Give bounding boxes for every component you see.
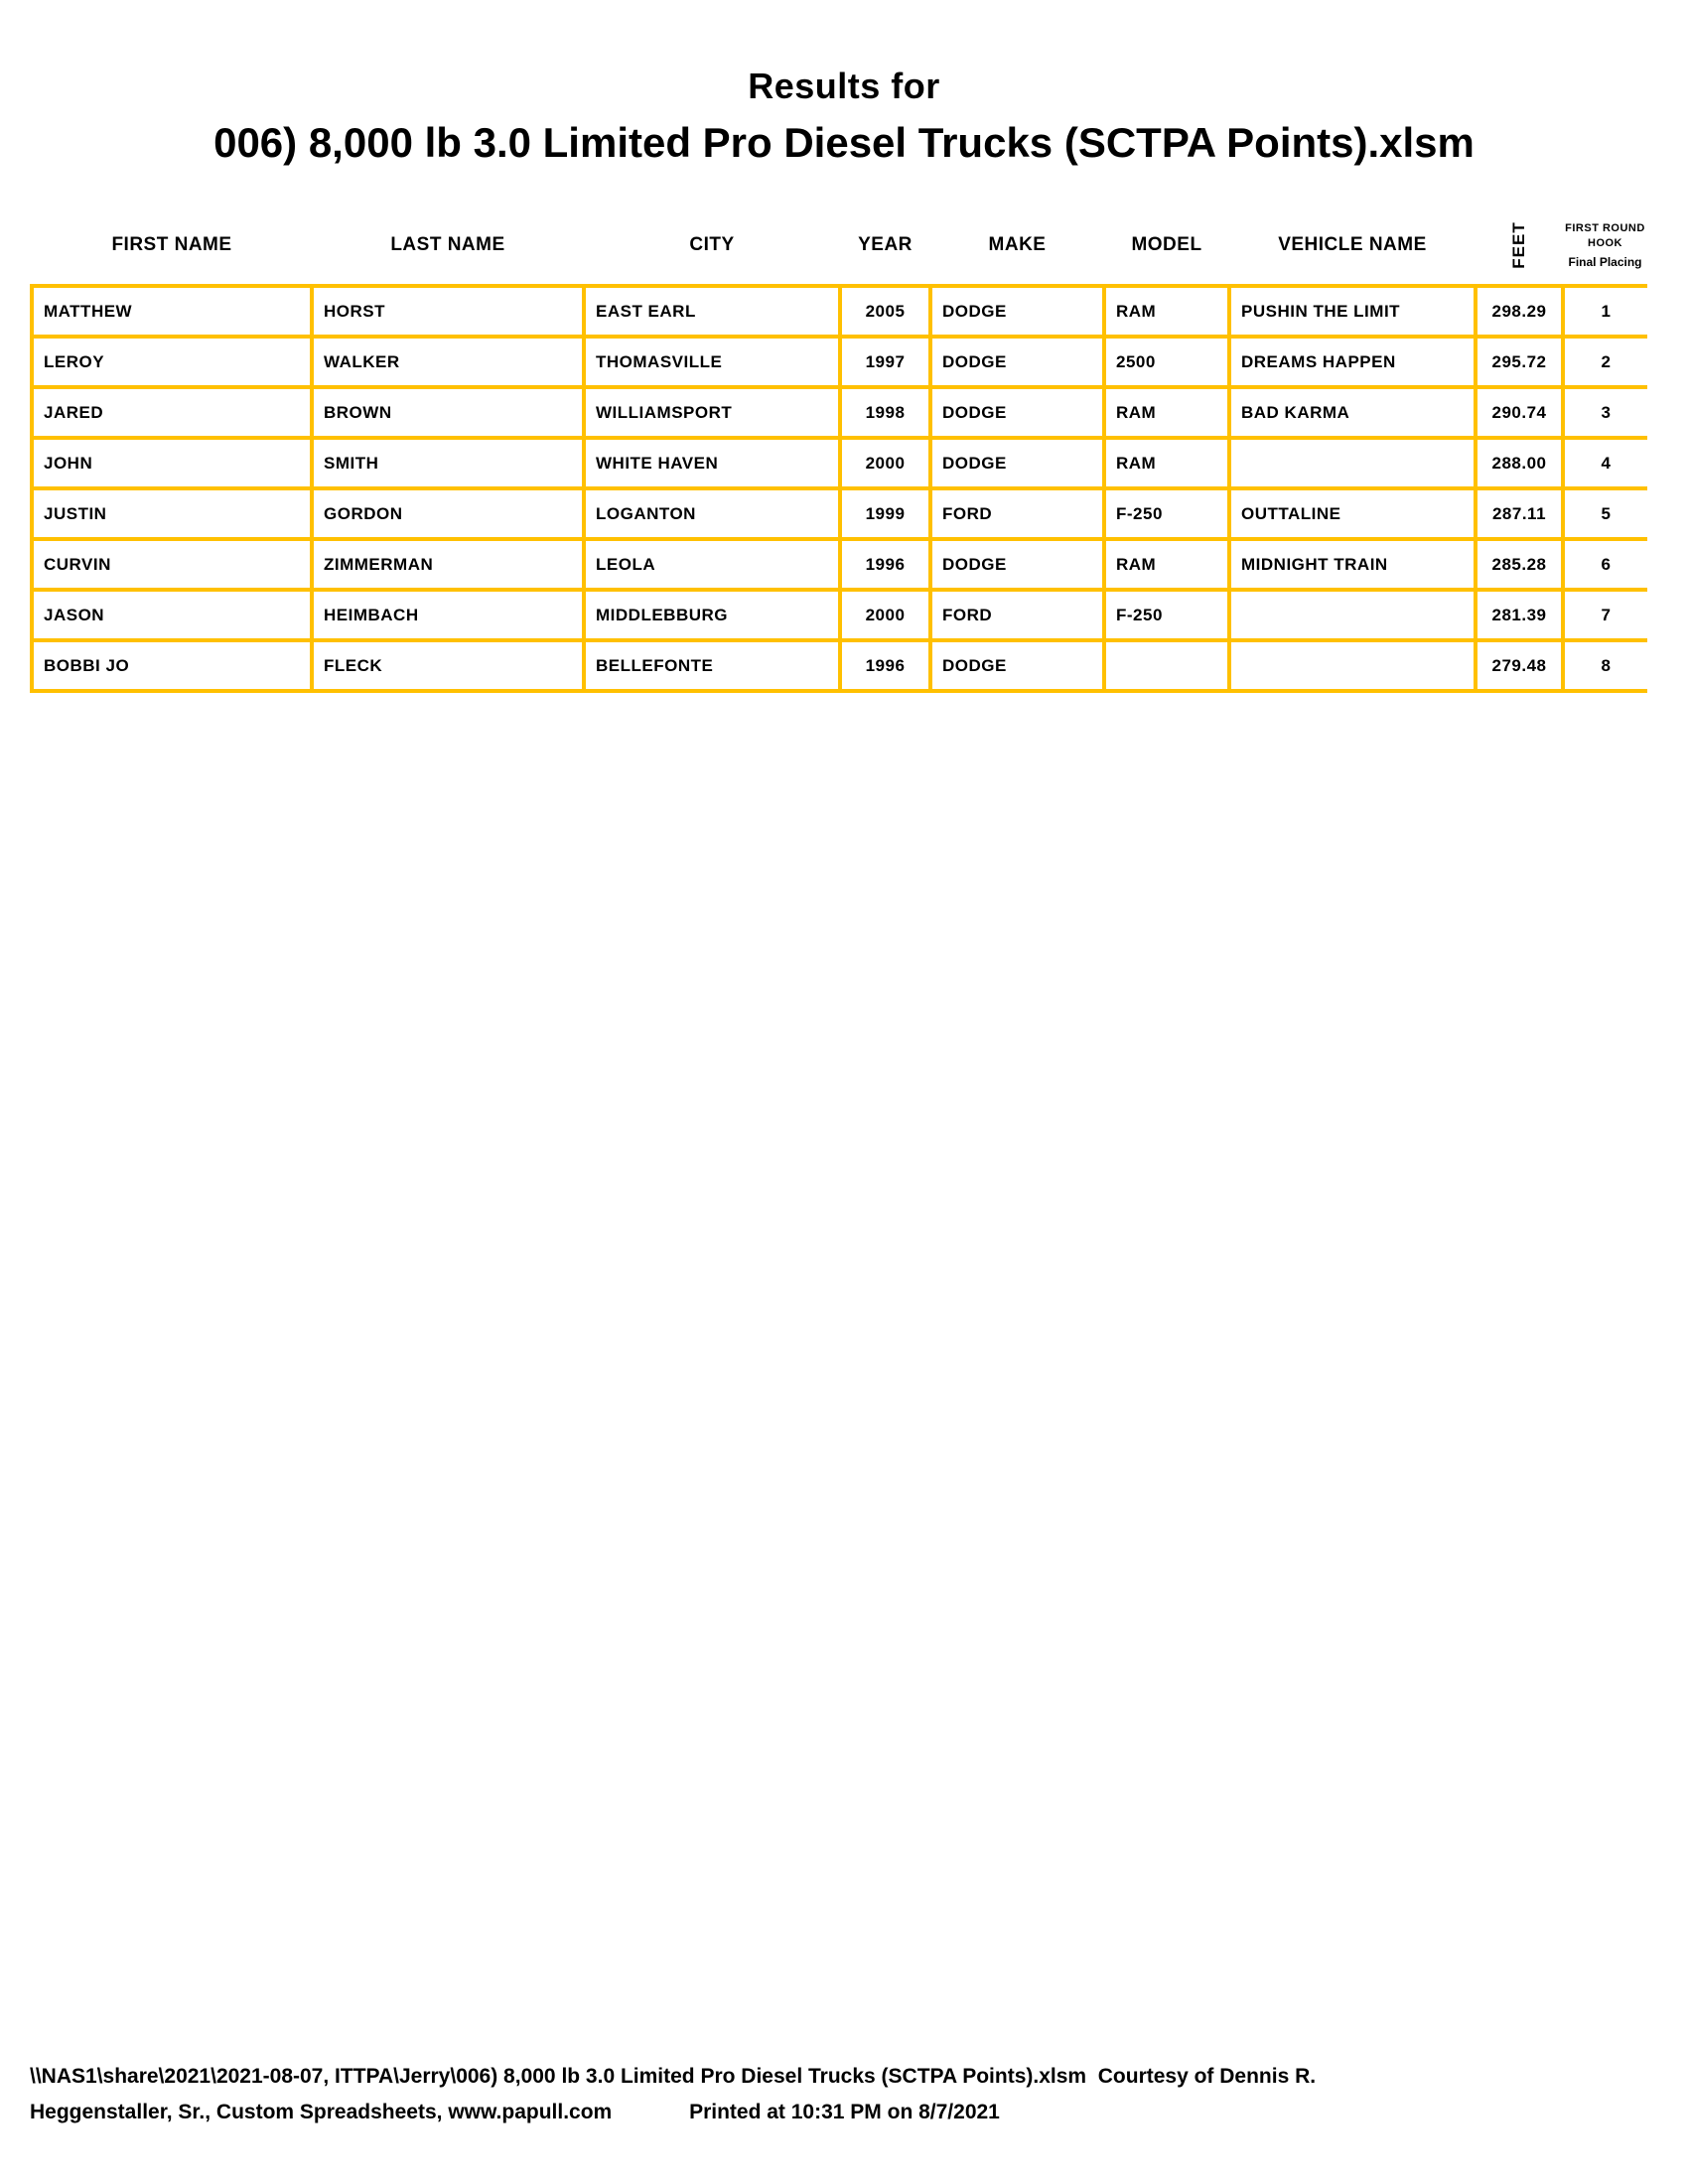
cell-year: 1998	[840, 387, 930, 438]
cell-last-name: ZIMMERMAN	[312, 539, 584, 590]
cell-year: 1996	[840, 539, 930, 590]
cell-first-name: JASON	[32, 590, 312, 640]
cell-feet: 285.28	[1476, 539, 1563, 590]
cell-final-placing: 2	[1563, 337, 1647, 387]
header-year: YEAR	[858, 234, 913, 255]
table-row	[32, 640, 1647, 691]
cell-first-name: JARED	[32, 387, 312, 438]
footer-filepath-credit: \\NAS1\share\2021\2021-08-07, ITTPA\Jerry\006) 8,000 lb 3.0 Limited Pro Diesel Trucks (SCTPA Points).xlsm Courtesy of Dennis R.	[30, 2065, 1317, 2088]
header-last-name: LAST NAME	[390, 234, 505, 255]
cell-feet: 279.48	[1476, 640, 1563, 691]
header-feet-rotated	[1476, 206, 1563, 286]
cell-year: 2000	[840, 438, 930, 488]
cell-first-name: JUSTIN	[32, 488, 312, 539]
cell-city: MIDDLEBBURG	[584, 590, 840, 640]
feet-rotated-label: FEET	[1509, 221, 1528, 269]
cell-vehicle-name: MIDNIGHT TRAIN	[1229, 539, 1476, 590]
cell-vehicle-name: PUSHIN THE LIMIT	[1229, 286, 1476, 337]
cell-vehicle-name	[1229, 590, 1476, 640]
cell-year: 2000	[840, 590, 930, 640]
cell-last-name: GORDON	[312, 488, 584, 539]
footer-credit-continued: Heggenstaller, Sr., Custom Spreadsheets, www.papull.com	[30, 2101, 613, 2123]
cell-final-placing: 5	[1563, 488, 1647, 539]
cell-year: 2005	[840, 286, 930, 337]
cell-make: DODGE	[930, 286, 1104, 337]
hook-label-line2: HOOK	[1588, 236, 1622, 249]
results-table	[30, 206, 1647, 693]
cell-year: 1996	[840, 640, 930, 691]
cell-model: RAM	[1104, 438, 1229, 488]
table-row	[32, 438, 1647, 488]
cell-first-name: JOHN	[32, 438, 312, 488]
cell-make: DODGE	[930, 337, 1104, 387]
cell-final-placing: 4	[1563, 438, 1647, 488]
header-row	[32, 206, 1647, 286]
cell-final-placing: 3	[1563, 387, 1647, 438]
cell-make: DODGE	[930, 438, 1104, 488]
cell-vehicle-name: OUTTALINE	[1229, 488, 1476, 539]
cell-year: 1997	[840, 337, 930, 387]
cell-last-name: BROWN	[312, 387, 584, 438]
page-subtitle-filename: 006) 8,000 lb 3.0 Limited Pro Diesel Trucks (SCTPA Points).xlsm	[213, 119, 1475, 166]
cell-city: BELLEFONTE	[584, 640, 840, 691]
cell-city: EAST EARL	[584, 286, 840, 337]
table-row	[32, 286, 1647, 337]
cell-make: DODGE	[930, 387, 1104, 438]
table-row	[32, 488, 1647, 539]
cell-last-name: FLECK	[312, 640, 584, 691]
cell-model: 2500	[1104, 337, 1229, 387]
header-city: CITY	[689, 234, 735, 255]
cell-vehicle-name	[1229, 640, 1476, 691]
cell-last-name: HEIMBACH	[312, 590, 584, 640]
cell-final-placing: 8	[1563, 640, 1647, 691]
cell-feet: 295.72	[1476, 337, 1563, 387]
cell-make: FORD	[930, 488, 1104, 539]
cell-final-placing: 1	[1563, 286, 1647, 337]
footer-printed-timestamp: Printed at 10:31 PM on 8/7/2021	[689, 2101, 1000, 2123]
cell-city: WILLIAMSPORT	[584, 387, 840, 438]
cell-first-name: CURVIN	[32, 539, 312, 590]
cell-model: RAM	[1104, 539, 1229, 590]
cell-city: WHITE HAVEN	[584, 438, 840, 488]
cell-make: DODGE	[930, 640, 1104, 691]
cell-year: 1999	[840, 488, 930, 539]
cell-vehicle-name: BAD KARMA	[1229, 387, 1476, 438]
header-vehicle-name: VEHICLE NAME	[1278, 234, 1427, 255]
header-model: MODEL	[1131, 234, 1202, 255]
page-footer	[30, 2059, 1668, 2130]
hook-label-line1: FIRST ROUND	[1565, 221, 1645, 234]
cell-feet: 288.00	[1476, 438, 1563, 488]
cell-feet: 298.29	[1476, 286, 1563, 337]
table-row	[32, 337, 1647, 387]
cell-city: LOGANTON	[584, 488, 840, 539]
results-table-body	[32, 286, 1647, 691]
cell-first-name: BOBBI JO	[32, 640, 312, 691]
table-row	[32, 590, 1647, 640]
header-first-name: FIRST NAME	[111, 234, 232, 255]
cell-model	[1104, 640, 1229, 691]
cell-final-placing: 6	[1563, 539, 1647, 590]
table-row	[32, 387, 1647, 438]
footer-second-line	[30, 2095, 1668, 2130]
cell-feet: 281.39	[1476, 590, 1563, 640]
cell-last-name: SMITH	[312, 438, 584, 488]
cell-city: THOMASVILLE	[584, 337, 840, 387]
header-first-round-hook	[1563, 206, 1647, 286]
table-row	[32, 539, 1647, 590]
cell-model: F-250	[1104, 488, 1229, 539]
cell-vehicle-name	[1229, 438, 1476, 488]
cell-model: RAM	[1104, 286, 1229, 337]
cell-feet: 290.74	[1476, 387, 1563, 438]
cell-city: LEOLA	[584, 539, 840, 590]
cell-first-name: MATTHEW	[32, 286, 312, 337]
cell-vehicle-name: DREAMS HAPPEN	[1229, 337, 1476, 387]
page-title: Results for	[748, 66, 940, 106]
final-placing-label: Final Placing	[1568, 254, 1642, 269]
header-make: MAKE	[988, 234, 1047, 255]
cell-final-placing: 7	[1563, 590, 1647, 640]
cell-model: F-250	[1104, 590, 1229, 640]
cell-feet: 287.11	[1476, 488, 1563, 539]
cell-last-name: HORST	[312, 286, 584, 337]
cell-model: RAM	[1104, 387, 1229, 438]
cell-make: FORD	[930, 590, 1104, 640]
cell-first-name: LEROY	[32, 337, 312, 387]
cell-make: DODGE	[930, 539, 1104, 590]
cell-last-name: WALKER	[312, 337, 584, 387]
